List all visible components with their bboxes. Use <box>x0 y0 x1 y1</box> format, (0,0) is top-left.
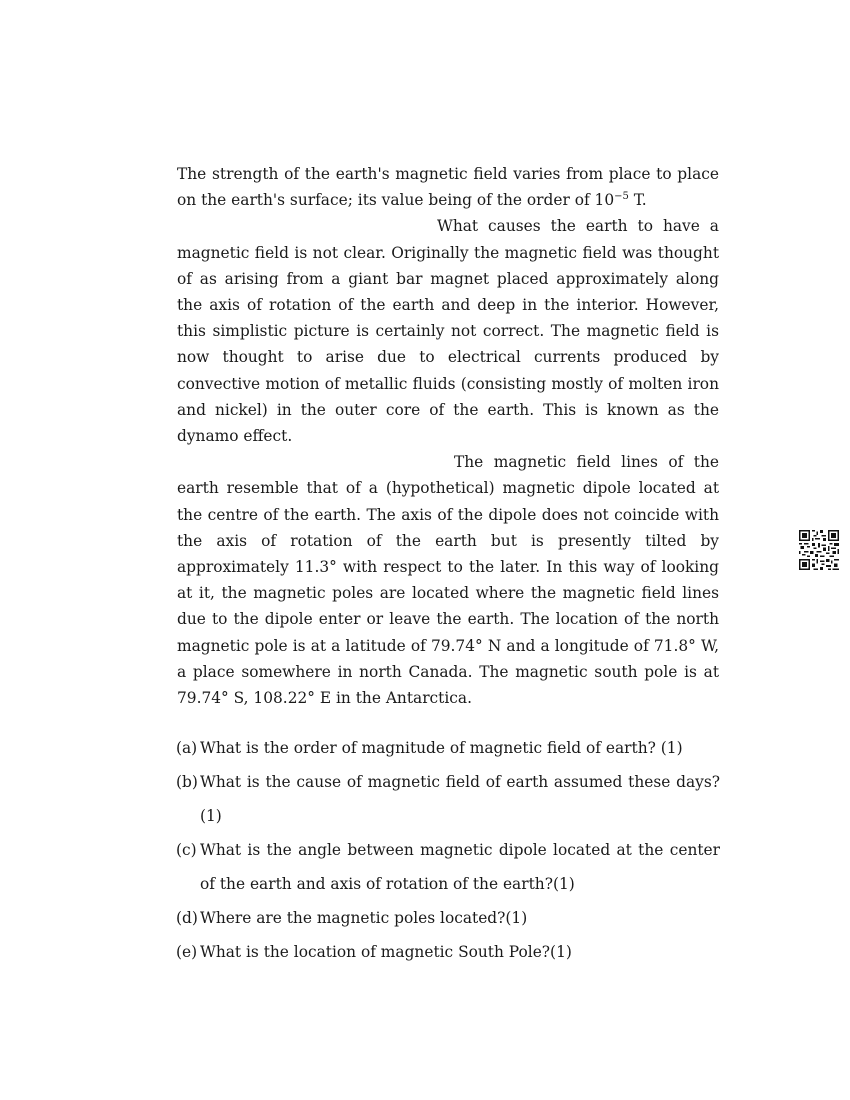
question-label: (e) <box>176 943 198 961</box>
question-item <box>176 833 720 901</box>
question-label: (b) <box>176 773 198 791</box>
qr-code-icon[interactable] <box>799 530 839 570</box>
question-label: (c) <box>176 841 197 859</box>
passage-paragraph-1 <box>177 161 719 213</box>
passage-paragraph-1-text: The strength of the earth's magnetic field varies from place to place on the earth's surface; its value being of the order of 10 <box>177 165 719 210</box>
exponent: −5 <box>614 191 629 203</box>
question-text: What is the cause of magnetic field of earth assumed these days?(1) <box>200 773 720 825</box>
passage-paragraph-1-unit: T. <box>628 191 647 210</box>
question-item <box>176 935 720 969</box>
question-label: (a) <box>176 739 198 757</box>
question-text: Where are the magnetic poles located?(1) <box>200 909 528 927</box>
question-text: What is the angle between magnetic dipole located at the center of the earth and axis of rotation of the earth?(1) <box>200 841 720 893</box>
question-list <box>176 731 720 969</box>
passage-paragraph-3: The magnetic field lines of the earth resemble that of a (hypothetical) magnetic dipole located at the centre of the earth. The axis of the dipole does not coincide with the axis of rotation of the earth but is presently tilted by approximately 11.3° with respect to the later. In this way of looking at it, the magnetic poles are located where the magnetic field lines due to the dipole enter or leave the earth. The location of the north magnetic pole is at a latitude of 79.74° N and a longitude of 71.8° W, a place somewhere in north Canada. The magnetic south pole is at 79.74° S, 108.22° E in the Antarctica. <box>177 453 719 708</box>
question-text: What is the order of magnitude of magnetic field of earth? (1) <box>200 739 683 757</box>
question-text: What is the location of magnetic South Pole?(1) <box>200 943 572 961</box>
passage <box>177 161 719 711</box>
question-item <box>176 731 720 765</box>
passage-paragraph-2: What causes the earth to have a magnetic field is not clear. Originally the magnetic field was thought of as arising from a giant bar magnet placed approximately along the axis of rotation of the earth and deep in the interior. However, this simplistic picture is certainly not correct. The magnetic field is now thought to arise due to electrical currents produced by convective motion of metallic fluids (consisting mostly of molten iron and nickel) in the outer core of the earth. This is known as the dynamo effect. <box>177 217 719 446</box>
question-item <box>176 901 720 935</box>
question-label: (d) <box>176 909 198 927</box>
question-item <box>176 765 720 833</box>
